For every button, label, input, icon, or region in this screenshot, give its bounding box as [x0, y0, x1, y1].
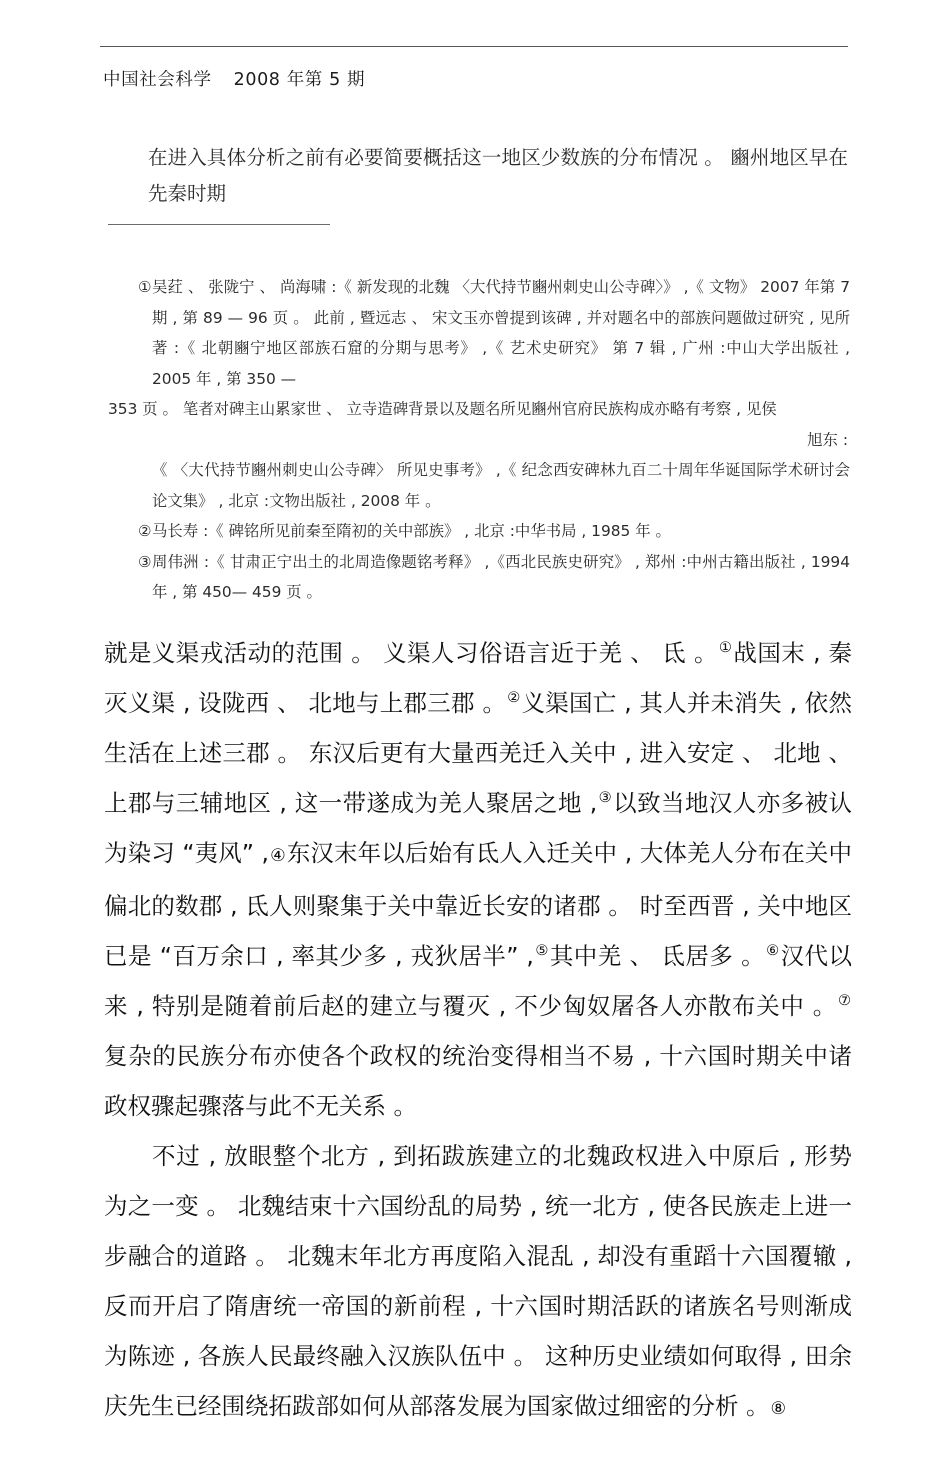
footnote-ref-4[interactable]: ④: [270, 846, 286, 866]
body-p1-seg7: 汉代以来 , 特别是随着前后赵的建立与覆灭 , 不少匈奴屠各人亦散布关中 。: [104, 942, 852, 1020]
footnote-text-1-outdent: 353 页 。 笔者对碑主山累家世 、 立寺造碑背景以及题名所见豳州官府民族构成亦略有考察 , 见侯: [108, 400, 777, 418]
continuation-paragraph: 在进入具体分析之前有必要简要概括这一地区少数族的分布情况 。 豳州地区早在先秦时期: [148, 146, 848, 205]
body-p1-seg4: 以致当地汉人亦多被认为染习 “夷风” ,: [104, 789, 853, 867]
footnote-text-1-right: 旭东 :: [807, 430, 848, 449]
body-paragraph-1: [104, 628, 852, 1131]
footnote-text-3: 周伟洲 :《 甘肃正宁出土的北周造像题铭考释》 ,《西北民族史研究》 , 郑州 :中州古籍出版社 , 1994 年 , 第 450— 459 页 。: [152, 552, 850, 601]
footnote-ref-1[interactable]: ①: [718, 638, 733, 656]
footnote-ref-5[interactable]: ⑤: [534, 941, 549, 959]
running-head: [103, 66, 365, 91]
footnote-item-2: [108, 516, 850, 547]
body-p1-seg3: 义渠国亡 , 其人并未消失 , 依然生活在上述三郡 。 东汉后更有大量西羌迁入关中 , 进入安定 、 北地 、 上郡与三辅地区 , 这一带遂成为羌人聚居之地 ,: [104, 689, 852, 817]
footnote-text-1-part2: 《 〈大代持节豳州刺史山公寺碑〉 所见史事考》 ,《 纪念西安碑林九百二十周年华诞国际学术研讨会论文集》 , 北京 :文物出版社 , 2008 年 。: [152, 461, 850, 510]
footnote-ref-2[interactable]: ②: [507, 688, 521, 706]
footnote-text-2: 马长寿 :《 碑铭所见前秦至隋初的关中部族》 , 北京 :中华书局 , 1985 年 。: [152, 522, 671, 540]
body-p1-seg5: 东汉末年以后始有氐人入迁关中 , 大体羌人分布在关中偏北的数郡 , 氐人则聚集于关中靠近长安的诸郡 。 时至西晋 , 关中地区已是 “百万余口 , 率其少多 , 戎狄居半” ,: [104, 839, 853, 970]
footnote-marker-2: ②: [138, 522, 152, 540]
body-p1-seg6: 其中羌 、 氐居多 。: [549, 942, 766, 970]
footnote-ref-7[interactable]: ⑦: [837, 991, 851, 1009]
footnote-text-1-part1: 吴荭 、 张陇宁 、 尚海啸 :《 新发现的北魏 〈大代持节豳州刺史山公寺碑〉》 ,《 文物》 2007 年第 7 期 , 第 89 — 96 页 。 此前 , 暨远志 、 宋文玉亦曾提到该碑 , 并对题名中的部族问题做过研究 , 见所著 :《 北朝豳宁地区部族石窟的分期与思考》 ,《 艺术史研究》 第 7 辑 , 广州 :中山大学出版社 , 2005 年 , 第 350 —: [152, 278, 850, 388]
footnote-ref-8[interactable]: ⑧: [770, 1399, 787, 1419]
running-head-issue: 2008 年第 5 期: [233, 70, 366, 90]
body-p2-seg1: 不过 , 放眼整个北方 , 到拓跋族建立的北魏政权进入中原后 , 形势为之一变 。 北魏结束十六国纷乱的局势 , 统一北方 , 使各民族走上进一步融合的道路 。 北魏末年北方再度陷入混乱 , 却没有重蹈十六国覆辙 , 反而开启了隋唐统一帝国的新前程 , 十六国时期活跃的诸族名号则渐成为陈迹 , 各族人民最终融入汉族队伍中 。 这种历史业绩如何取得 , 田余庆先生已经围绕拓跋部如何从部落发展为国家做过细密的分析 。: [104, 1142, 852, 1420]
body-paragraph-2: [104, 1131, 852, 1434]
running-head-journal: 中国社会科学: [103, 70, 212, 90]
body-p1-seg8: 复杂的民族分布亦使各个政权的统治变得相当不易 , 十六国时期关中诸政权骤起骤落与此不无关系 。: [104, 1042, 852, 1120]
body-p1-seg1: 就是义渠戎活动的范围 。 义渠人习俗语言近于羌 、 氐 。: [104, 639, 718, 667]
footnote-marker-3: ③: [138, 552, 152, 571]
footnote-ref-6[interactable]: ⑥: [766, 941, 780, 959]
header-divider: [100, 46, 848, 47]
footnote-item-3: [108, 547, 850, 608]
footnote-divider: [108, 224, 330, 225]
footnote-item-1: [108, 272, 850, 516]
footnote-list: [108, 272, 850, 608]
footnote-ref-3[interactable]: ③: [598, 788, 613, 806]
main-body: [104, 628, 852, 1434]
footnote-marker-1: ①: [138, 278, 152, 296]
body-p1-seg2: 战国末 , 秦灭义渠 , 设陇西 、 北地与上郡三郡 。: [104, 639, 852, 717]
